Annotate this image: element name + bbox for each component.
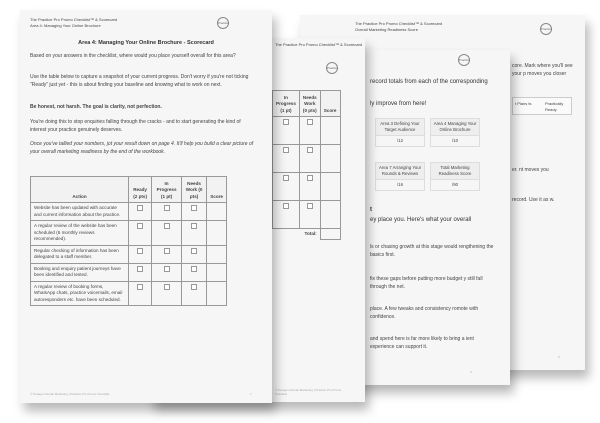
text: ls or chasing growth at this stage would rengthening the basics first. [370, 244, 494, 258]
checkbox[interactable] [137, 205, 143, 211]
text-bold: Be honest, not harsh. The goal is clarity, not perfection. [30, 104, 162, 110]
checkbox[interactable] [137, 266, 143, 272]
table-row [31, 245, 227, 263]
checkbox[interactable] [164, 223, 170, 229]
col-header: Ready (2 pts) [129, 177, 152, 203]
text: Use the table below to capture a snapshot of your current progress. Don't worry if you're not ticking "Ready" just yet - this is about finding your baseline and knowing what to work on next. [30, 74, 249, 88]
text: er. nt moves you [512, 167, 549, 173]
col-header: Needs Work (0 pts) [299, 91, 320, 117]
checkbox[interactable] [191, 284, 197, 290]
text: place. A few tweaks and consistency romote with confidence. [370, 306, 479, 320]
col-header: Action [31, 177, 129, 203]
box-score: /16 [376, 179, 424, 190]
text: Based on your answers in the checklist, where would you place yourself overall for this area? [30, 53, 236, 59]
action-cell: Regular checking of information has been delegated to a staff member. [31, 245, 129, 263]
box-label: Area 4 Managing Your Online Brochure [433, 121, 477, 132]
table-row [31, 221, 227, 246]
text: record totals from each of the corresponding [370, 79, 488, 85]
logo-icon: Practice [458, 54, 470, 66]
area-score-box [375, 162, 425, 191]
page-overall-score [350, 50, 510, 385]
page-header [30, 17, 117, 28]
box-score: /90 [431, 179, 479, 190]
checkbox[interactable] [164, 284, 170, 290]
page-header [355, 21, 442, 32]
checkbox[interactable] [307, 175, 313, 181]
action-cell: A regular review of the website has been scheduled (6 monthly reviews recommended). [31, 221, 129, 246]
score-field[interactable] [207, 245, 227, 263]
footer: © Paragon Dental Marketing | Practice Pro Promo Checklist [30, 392, 110, 396]
checkbox[interactable] [283, 175, 289, 181]
action-cell: A regular review of booking forms, WhatsApp chats, practice voicemails, email autoresponders etc. have been scheduled. [31, 281, 129, 306]
page-number: 7 [250, 392, 252, 396]
table-row [31, 263, 227, 281]
text: and spend here is far more likely to bring a ient experience can support it. [370, 336, 474, 350]
checkbox[interactable] [191, 223, 197, 229]
text: Once you've tallied your numbers, jot your result down on page 4. It'll help you build a clear picture of your overall marketing readiness by the end of the workbook. [30, 141, 254, 155]
text: ey place you. Here's what your overall [370, 217, 472, 223]
area-score-box [375, 118, 425, 147]
checkbox[interactable] [164, 248, 170, 254]
checkbox[interactable] [307, 147, 313, 153]
logo-icon: Practice [540, 23, 552, 35]
box-label: Area 7 Arranging Your Rounds & Reviews [378, 165, 422, 176]
scorecard-table [30, 176, 227, 306]
col-header: In Progress (1 pt) [152, 177, 182, 203]
score-field[interactable] [207, 281, 227, 306]
text: fix these gaps before putting more budget y still fall through the net. [370, 276, 483, 290]
checkbox[interactable] [164, 205, 170, 211]
checkbox[interactable] [137, 248, 143, 254]
header-line1: The Practice Pro Promo Checklist™ & Scorecard [30, 17, 118, 22]
score-field[interactable] [207, 203, 227, 221]
area-score-box [430, 118, 480, 147]
checkbox[interactable] [283, 119, 289, 125]
scale-left-label: t Plans ts [515, 101, 532, 106]
total-field[interactable] [320, 229, 340, 240]
header-line2: Area 4: Managing Your Online Brochure [30, 22, 101, 28]
col-header: In Progress (1 pt) [273, 91, 300, 117]
checkbox[interactable] [307, 203, 313, 209]
table-row [31, 203, 227, 221]
col-header: Needs Work (0 pts) [181, 177, 206, 203]
logo-icon: Practice [326, 62, 338, 74]
checkbox[interactable] [283, 203, 289, 209]
checkbox[interactable] [137, 284, 143, 290]
checkbox[interactable] [191, 266, 197, 272]
logo-icon: Practice [217, 17, 229, 29]
table-row [31, 281, 227, 306]
total-score-box [430, 162, 480, 191]
box-score: /10 [431, 135, 479, 146]
checkbox[interactable] [307, 119, 313, 125]
checkbox[interactable] [164, 266, 170, 272]
col-header: Score [320, 91, 340, 117]
score-field[interactable] [207, 263, 227, 281]
checkbox[interactable] [191, 248, 197, 254]
readiness-scale [512, 97, 572, 115]
text: core. Mark where you'll see your p moves you closer [512, 63, 573, 77]
action-cell: Booking and enquiry patient journeys have been identified and tested. [31, 263, 129, 281]
checkbox[interactable] [137, 223, 143, 229]
total-label: Total: [304, 231, 317, 236]
heading: t [370, 207, 372, 213]
page-area4-scorecard [20, 10, 272, 403]
page-title: Area 4: Managing Your Online Brochure - Scorecard [78, 40, 214, 46]
scorecard-table [272, 90, 341, 240]
box-score: /12 [376, 135, 424, 146]
box-label: Total Marketing Readiness Score [438, 165, 472, 176]
text: record. Use it as w. [512, 197, 555, 203]
page-header: The Practice Pro Promo Checklist™ & Scorecard [275, 42, 363, 47]
footer: © Paragon Dental Marketing | Practice Pro Promo Checklist [275, 388, 342, 396]
page-number: 5 [558, 355, 560, 359]
header-line1: The Practice Pro Promo Checklist™ & Scorecard [355, 21, 443, 26]
checkbox[interactable] [283, 147, 289, 153]
action-cell: Website has been updated with accurate and current information about the practice. [31, 203, 129, 221]
score-field[interactable] [207, 221, 227, 246]
text: You're doing this to stop enquiries falling through the cracks - and to start generating the kind of interest your practice genuinely deserves. [30, 119, 241, 133]
header-line2: Overall Marketing Readiness Score [355, 26, 418, 32]
checkbox[interactable] [191, 205, 197, 211]
text: ly improve from here! [370, 101, 427, 107]
scale-right-label: Practically Ready [545, 101, 564, 112]
page-number: 4 [470, 370, 472, 374]
col-header: Score [207, 177, 227, 203]
box-label: Area 3 Defining Your Target Audience [380, 121, 420, 132]
